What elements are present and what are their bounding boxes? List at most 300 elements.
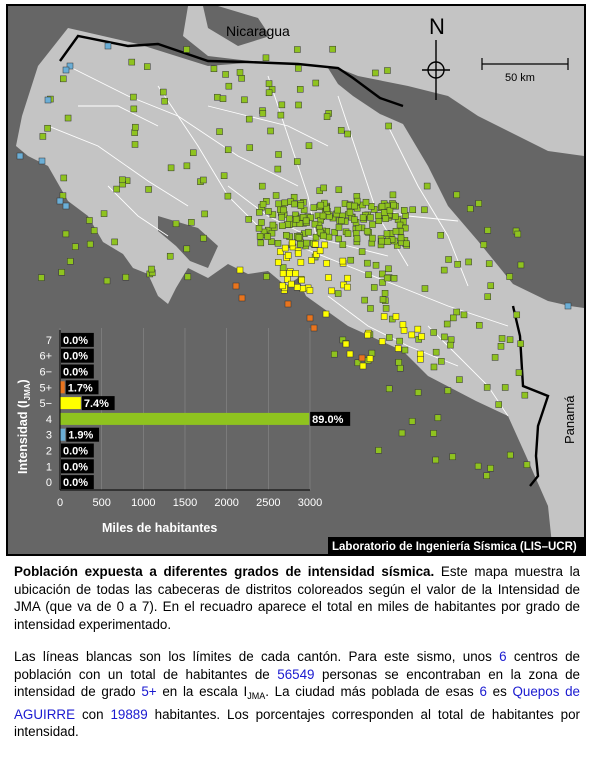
district-marker xyxy=(276,151,282,157)
district-marker xyxy=(369,235,375,241)
district-marker xyxy=(264,274,270,280)
district-marker xyxy=(123,274,129,280)
district-marker xyxy=(324,206,330,212)
chart-ylabel: Intensidad $(I_{JMA})$ xyxy=(16,379,32,474)
chart-data-label: 0.0% xyxy=(63,350,89,363)
district-marker xyxy=(266,81,272,87)
district-marker xyxy=(481,242,487,248)
district-marker xyxy=(431,430,437,436)
district-marker xyxy=(168,165,174,171)
district-marker xyxy=(492,354,498,360)
district-marker xyxy=(421,207,427,213)
district-marker xyxy=(396,359,402,365)
chart-y-tick: 1 xyxy=(45,461,52,474)
district-marker xyxy=(57,198,63,204)
district-marker xyxy=(72,244,78,250)
district-marker xyxy=(433,349,439,355)
district-marker xyxy=(91,228,97,234)
district-marker xyxy=(415,326,421,332)
district-marker xyxy=(438,358,444,364)
district-marker xyxy=(431,329,437,335)
district-marker xyxy=(276,201,282,207)
district-marker xyxy=(307,315,313,321)
district-marker xyxy=(306,143,312,149)
district-marker xyxy=(379,339,385,345)
district-marker xyxy=(184,246,190,252)
caption-p1-text: Este mapa muestra la ubicación de todas las cabeceras de distritos coloreados según el valor de la Intensidad de JMA (que va de 0 a 7). En el recuadro aparece el total en miles de habitantes por grado de intensidad experimentado. xyxy=(14,564,580,632)
district-marker xyxy=(384,68,390,74)
district-marker xyxy=(317,248,323,254)
district-marker xyxy=(86,217,92,223)
district-marker xyxy=(435,415,441,421)
district-marker xyxy=(409,332,415,338)
district-marker xyxy=(184,46,190,52)
district-marker xyxy=(392,213,398,219)
district-marker xyxy=(431,364,437,370)
district-marker xyxy=(367,305,373,311)
district-marker xyxy=(338,127,344,133)
district-marker xyxy=(380,297,386,303)
district-marker xyxy=(475,463,481,469)
district-marker xyxy=(329,288,335,294)
district-marker xyxy=(484,384,490,390)
district-marker xyxy=(324,114,330,120)
district-marker xyxy=(397,365,403,371)
n-centers-2: 6 xyxy=(479,684,487,700)
district-marker xyxy=(395,345,401,351)
district-marker xyxy=(312,241,318,247)
district-marker xyxy=(160,89,166,95)
chart-x-tick: 1500 xyxy=(172,497,198,509)
district-marker xyxy=(323,311,329,317)
district-marker xyxy=(282,245,288,251)
district-marker xyxy=(40,133,46,139)
district-marker xyxy=(455,261,461,267)
district-marker xyxy=(39,158,45,164)
district-marker xyxy=(515,231,521,237)
district-marker xyxy=(279,223,285,229)
district-marker xyxy=(419,334,425,340)
district-marker xyxy=(273,192,279,198)
district-marker xyxy=(518,341,524,347)
district-marker xyxy=(461,312,467,318)
district-marker xyxy=(330,46,336,52)
district-marker xyxy=(144,64,150,70)
district-marker xyxy=(45,97,51,103)
district-marker xyxy=(365,332,371,338)
district-marker xyxy=(286,216,292,222)
district-marker xyxy=(239,295,245,301)
district-marker xyxy=(371,284,377,290)
district-marker xyxy=(275,166,281,172)
district-marker xyxy=(386,386,392,392)
chart-x-tick: 1000 xyxy=(131,497,156,509)
district-marker xyxy=(441,334,447,340)
district-marker xyxy=(384,231,390,237)
district-marker xyxy=(256,225,262,231)
district-marker xyxy=(450,454,456,460)
district-marker xyxy=(325,275,331,281)
district-marker xyxy=(488,283,494,289)
district-marker xyxy=(335,291,341,297)
district-marker xyxy=(285,301,291,307)
district-marker xyxy=(345,131,351,137)
district-marker xyxy=(263,55,269,61)
district-marker xyxy=(173,221,179,227)
chart-data-label: 0.0% xyxy=(63,477,89,490)
district-marker xyxy=(220,96,226,102)
district-marker xyxy=(287,270,293,276)
district-marker xyxy=(211,66,217,72)
district-marker xyxy=(422,286,428,292)
district-marker xyxy=(275,240,281,246)
district-marker xyxy=(343,341,349,347)
district-marker xyxy=(297,241,303,247)
district-marker xyxy=(476,322,482,328)
district-marker xyxy=(221,173,227,179)
district-marker xyxy=(303,240,309,246)
district-marker xyxy=(303,218,309,224)
district-marker xyxy=(445,388,451,394)
total-habitantes: 56549 xyxy=(277,666,315,682)
district-marker xyxy=(105,43,111,49)
district-marker xyxy=(130,94,136,100)
district-marker xyxy=(382,290,388,296)
nicaragua-label: Nicaragua xyxy=(226,23,290,39)
district-marker xyxy=(507,274,513,280)
district-marker xyxy=(518,262,524,268)
district-marker xyxy=(359,355,365,361)
district-marker xyxy=(456,377,462,383)
district-marker xyxy=(279,283,285,289)
district-marker xyxy=(448,337,454,343)
district-marker xyxy=(318,202,324,208)
district-marker xyxy=(104,278,110,284)
district-marker xyxy=(148,266,154,272)
district-marker xyxy=(295,65,301,71)
district-marker xyxy=(376,447,382,453)
credit-label: Laboratorio de Ingeniería Sísmica (LIS–UCR) xyxy=(332,541,577,553)
district-marker xyxy=(393,314,399,320)
district-marker xyxy=(114,186,120,192)
district-marker xyxy=(257,233,263,239)
district-marker xyxy=(299,277,305,283)
district-marker xyxy=(63,231,69,237)
district-marker xyxy=(502,384,508,390)
district-marker xyxy=(402,347,408,353)
district-marker xyxy=(167,253,173,259)
district-marker xyxy=(409,418,415,424)
district-marker xyxy=(61,175,67,181)
district-marker xyxy=(282,200,288,206)
district-marker xyxy=(386,123,392,129)
district-marker xyxy=(373,262,379,268)
district-marker xyxy=(132,130,138,136)
district-marker xyxy=(335,207,341,213)
district-marker xyxy=(320,213,326,219)
district-marker xyxy=(398,235,404,241)
district-marker xyxy=(132,124,138,130)
district-marker xyxy=(400,322,406,328)
district-marker xyxy=(233,283,239,289)
district-marker xyxy=(185,274,191,280)
district-marker xyxy=(359,249,365,255)
district-marker xyxy=(293,270,299,276)
district-marker xyxy=(237,69,243,75)
district-marker xyxy=(237,267,243,273)
svg-text:N: N xyxy=(429,14,445,39)
district-marker xyxy=(363,199,369,205)
district-marker xyxy=(291,201,297,207)
district-marker xyxy=(384,239,390,245)
district-marker xyxy=(444,321,450,327)
district-marker xyxy=(305,229,311,235)
district-marker xyxy=(364,228,370,234)
intensity-map xyxy=(6,4,586,556)
district-marker xyxy=(516,370,522,376)
district-marker xyxy=(296,102,302,108)
district-marker xyxy=(331,351,337,357)
district-marker xyxy=(260,110,266,116)
district-marker xyxy=(496,402,502,408)
district-marker xyxy=(246,116,252,122)
chart-data-label: 1.9% xyxy=(68,429,94,442)
district-marker xyxy=(399,430,405,436)
chart-y-tick: 3 xyxy=(45,429,52,442)
district-marker xyxy=(524,462,530,468)
district-marker xyxy=(321,185,327,191)
district-marker xyxy=(63,203,69,209)
district-marker xyxy=(313,80,319,86)
chart-x-tick: 2000 xyxy=(214,497,239,509)
district-marker xyxy=(300,286,306,292)
district-marker xyxy=(347,209,353,215)
district-marker xyxy=(265,234,271,240)
chart-data-label: 89.0% xyxy=(312,413,344,426)
district-marker xyxy=(340,258,346,264)
district-marker xyxy=(17,153,23,159)
district-marker xyxy=(375,213,381,219)
district-marker xyxy=(344,284,350,290)
district-marker xyxy=(401,327,407,333)
district-marker xyxy=(484,473,490,479)
district-marker xyxy=(360,215,366,221)
district-marker xyxy=(311,205,317,211)
district-marker xyxy=(385,266,391,272)
population-chart xyxy=(16,328,350,535)
district-marker xyxy=(38,275,44,281)
district-marker xyxy=(369,350,375,356)
district-marker xyxy=(241,97,247,103)
chart-y-tick: 2 xyxy=(45,445,52,458)
district-marker xyxy=(351,217,357,223)
district-marker xyxy=(372,70,378,76)
caption-title: Población expuesta a diferentes grados de intensidad sísmica. xyxy=(14,564,435,579)
district-marker xyxy=(369,222,375,228)
chart-bar xyxy=(60,429,65,441)
panama-label: Panamá xyxy=(562,395,577,444)
district-marker xyxy=(338,218,344,224)
district-marker xyxy=(401,207,407,213)
district-marker xyxy=(354,236,360,242)
district-marker xyxy=(351,203,357,209)
chart-data-label: 0.0% xyxy=(63,366,89,379)
district-marker xyxy=(288,281,294,287)
caption-p1 xyxy=(14,563,580,633)
district-marker xyxy=(336,236,342,242)
svg-text:50 km: 50 km xyxy=(505,72,535,84)
district-marker xyxy=(362,297,368,303)
district-marker xyxy=(326,234,332,240)
district-marker xyxy=(184,163,190,169)
district-marker xyxy=(297,86,303,92)
district-marker xyxy=(289,240,295,246)
district-marker xyxy=(295,250,301,256)
district-marker xyxy=(217,129,223,135)
district-marker xyxy=(386,334,392,340)
district-marker xyxy=(379,204,385,210)
district-marker xyxy=(360,363,366,369)
district-marker xyxy=(266,90,272,96)
district-marker xyxy=(514,312,520,318)
district-marker xyxy=(507,337,513,343)
district-marker xyxy=(424,183,430,189)
district-marker xyxy=(246,216,252,222)
district-marker xyxy=(466,259,472,265)
district-marker xyxy=(410,207,416,213)
chart-y-tick: 5+ xyxy=(39,382,52,395)
district-marker xyxy=(391,202,397,208)
district-marker xyxy=(275,259,281,265)
district-marker xyxy=(486,261,492,267)
district-marker xyxy=(467,206,473,212)
district-marker xyxy=(438,232,444,238)
district-marker xyxy=(296,235,302,241)
district-marker xyxy=(279,214,285,220)
chart-data-label: 0.0% xyxy=(63,334,89,347)
district-marker xyxy=(485,294,491,300)
district-marker xyxy=(447,342,453,348)
district-marker xyxy=(366,272,372,278)
chart-y-tick: 6+ xyxy=(39,350,52,363)
district-marker xyxy=(320,233,326,239)
district-marker xyxy=(268,128,274,134)
district-marker xyxy=(340,242,346,248)
district-marker xyxy=(270,222,276,228)
district-marker xyxy=(258,219,264,225)
district-marker xyxy=(67,258,73,264)
chart-bar xyxy=(60,381,65,393)
district-marker xyxy=(298,259,304,265)
intensity-grade: 5+ xyxy=(141,684,157,700)
district-marker xyxy=(293,216,299,222)
chart-x-tick: 0 xyxy=(56,497,64,509)
district-marker xyxy=(223,71,229,77)
district-marker xyxy=(283,232,289,238)
district-marker xyxy=(336,224,342,230)
district-marker xyxy=(131,106,137,112)
district-marker xyxy=(162,98,168,104)
chart-x-tick: 3000 xyxy=(297,497,323,509)
district-marker xyxy=(336,187,342,193)
district-marker xyxy=(256,209,262,215)
district-marker xyxy=(281,207,287,213)
district-marker xyxy=(65,115,71,121)
district-marker xyxy=(200,177,206,183)
chart-x-tick: 2500 xyxy=(256,497,281,509)
district-marker xyxy=(279,102,285,108)
district-marker xyxy=(190,150,196,156)
chart-y-tick: 6− xyxy=(39,366,52,379)
district-marker xyxy=(367,356,373,362)
district-marker xyxy=(454,192,460,198)
district-marker xyxy=(307,287,313,293)
chart-data-label: 7.4% xyxy=(83,398,109,411)
district-marker xyxy=(132,141,138,147)
district-marker xyxy=(381,314,387,320)
district-marker xyxy=(112,239,118,245)
district-marker xyxy=(379,238,385,244)
district-marker xyxy=(59,269,65,275)
district-marker xyxy=(214,94,220,100)
district-marker xyxy=(415,389,421,395)
district-marker xyxy=(202,211,208,217)
district-marker xyxy=(239,75,245,81)
district-marker xyxy=(522,392,528,398)
district-marker xyxy=(433,457,439,463)
district-marker xyxy=(441,267,447,273)
district-marker xyxy=(404,241,410,247)
district-marker xyxy=(188,219,194,225)
district-marker xyxy=(450,315,456,321)
n-centers: 6 xyxy=(499,649,507,664)
district-marker xyxy=(353,230,359,236)
chart-y-tick: 4 xyxy=(45,413,52,426)
district-marker xyxy=(119,177,125,183)
district-marker xyxy=(324,260,330,266)
district-marker xyxy=(348,257,354,263)
caption-p2: Las líneas blancas son los límites de cada cantón. Para este sismo, unos 6 centros de población con un total de habitantes de 56549 personas se encontraban en la zona de intensidad de grado 5+ en la escala $I_{JMA}$. La ciudad más poblada de esas 6 es Quepos de AGUIRRE con 19889 habitantes. Los porcentajes corresponden al total de habitantes por intensidad. xyxy=(14,649,580,740)
district-marker xyxy=(258,240,264,246)
district-marker xyxy=(260,201,266,207)
district-marker xyxy=(294,159,300,165)
district-marker xyxy=(417,356,423,362)
district-marker xyxy=(247,145,253,151)
district-marker xyxy=(393,228,399,234)
district-marker xyxy=(294,47,300,53)
district-marker xyxy=(485,227,491,233)
chart-y-tick: 7 xyxy=(45,334,52,347)
district-marker xyxy=(498,343,504,349)
district-marker xyxy=(285,252,291,258)
district-marker xyxy=(384,275,390,281)
district-marker xyxy=(60,76,66,82)
chart-data-label: 1.7% xyxy=(67,382,93,395)
district-marker xyxy=(280,270,286,276)
chart-y-tick: 0 xyxy=(45,477,52,490)
district-marker xyxy=(87,241,93,247)
district-marker xyxy=(454,309,460,315)
district-marker xyxy=(225,147,231,153)
district-marker xyxy=(146,186,152,192)
district-marker xyxy=(45,125,51,131)
district-marker xyxy=(499,335,505,341)
district-marker xyxy=(565,303,571,309)
district-marker xyxy=(322,242,328,248)
district-marker xyxy=(63,67,69,73)
district-marker xyxy=(347,351,353,357)
district-marker xyxy=(226,83,232,89)
